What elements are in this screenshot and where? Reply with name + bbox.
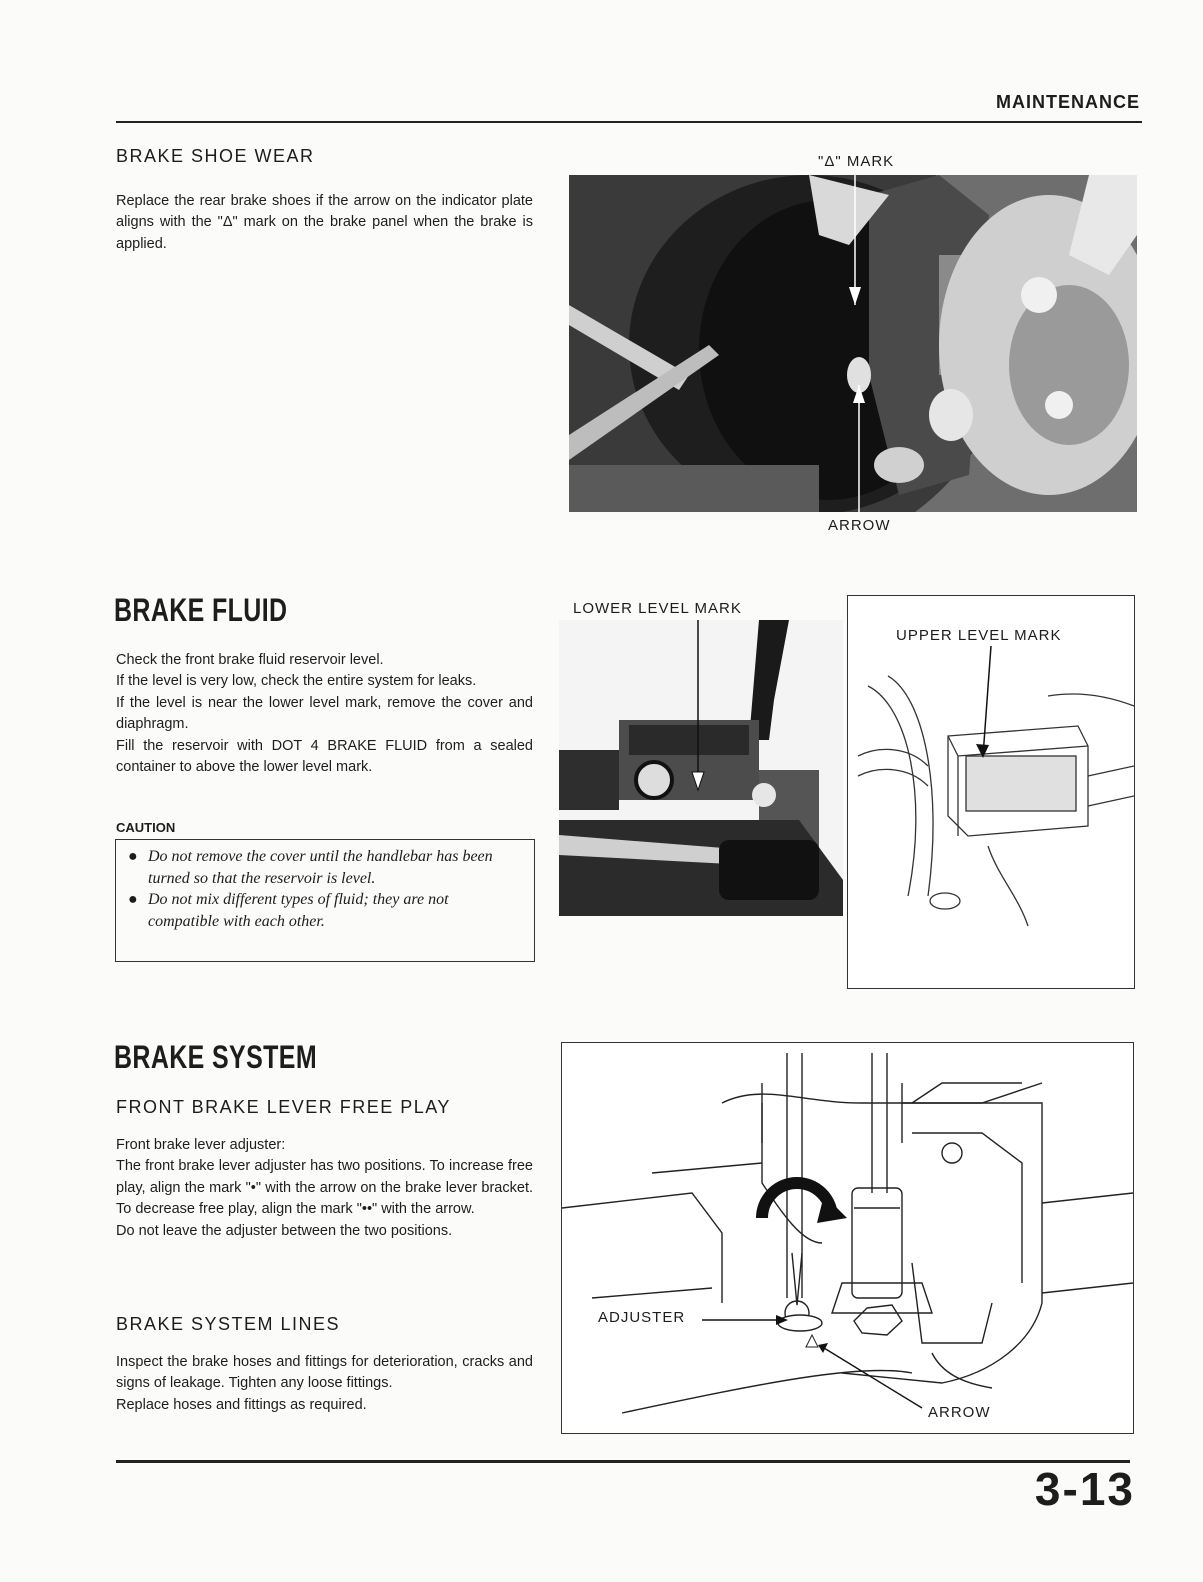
section-title: MAINTENANCE — [996, 92, 1140, 112]
caution-item: ● Do not mix different types of fluid; they are not compatible with each other. — [128, 891, 449, 930]
adjuster-diagram — [561, 1042, 1134, 1434]
footer-rule — [116, 1460, 1130, 1463]
reservoir-diagram — [847, 595, 1135, 989]
adjuster-arrow-label: ARROW — [928, 1404, 991, 1421]
caution-item: ● Do not remove the cover until the handlebar has been turned so that the reservoir is level. — [128, 848, 493, 887]
caution-box — [115, 839, 535, 962]
delta-mark-label: "Δ" MARK — [818, 153, 895, 170]
upper-level-label: UPPER LEVEL MARK — [896, 627, 1062, 644]
reservoir-photo-illustration — [559, 620, 843, 916]
caution-label: CAUTION — [116, 820, 176, 835]
system-lines-heading: BRAKE SYSTEM LINES — [116, 1314, 341, 1334]
header-rule — [116, 121, 1142, 123]
brake-fluid-heading: BRAKE FLUID — [114, 592, 288, 628]
free-play-heading: FRONT BRAKE LEVER FREE PLAY — [116, 1097, 451, 1117]
reservoir-line-drawing — [848, 596, 1134, 988]
page-number: 3-13 — [1034, 1463, 1135, 1515]
brake-fluid-text: Check the front brake fluid reservoir level. If the level is very low, check the entire system for leaks. If the level is near the lower level mark, remove the cover and diaphragm. Fill the reservoir with DOT 4 BRAKE FLUID from a sealed container to above the lower level mark. — [116, 652, 533, 776]
system-lines-text: Inspect the brake hoses and fittings for deterioration, cracks and signs of leakage. Tighten any loose fittings. Replace hoses and fittings as required. — [116, 1354, 533, 1413]
adjuster-line-drawing — [562, 1043, 1133, 1433]
brake-shoe-heading: BRAKE SHOE WEAR — [116, 146, 315, 166]
arrow-label: ARROW — [828, 517, 891, 534]
lower-level-label: LOWER LEVEL MARK — [573, 600, 742, 617]
brake-panel-illustration — [569, 175, 1137, 512]
free-play-text: Front brake lever adjuster: The front brake lever adjuster has two positions. To increase free play, align the mark "•" with the arrow on the brake lever bracket. To decrease free play, align the mark "••" with the arrow. Do not leave the adjuster between the two positions. — [116, 1137, 533, 1239]
reservoir-photo — [559, 620, 843, 916]
brake-system-heading: BRAKE SYSTEM — [114, 1039, 317, 1075]
brake-shoe-photo — [569, 175, 1137, 512]
brake-shoe-text: Replace the rear brake shoes if the arrow on the indicator plate aligns with the "Δ" mark on the brake panel when the brake is applied. — [116, 193, 533, 252]
adjuster-label: ADJUSTER — [598, 1309, 686, 1326]
